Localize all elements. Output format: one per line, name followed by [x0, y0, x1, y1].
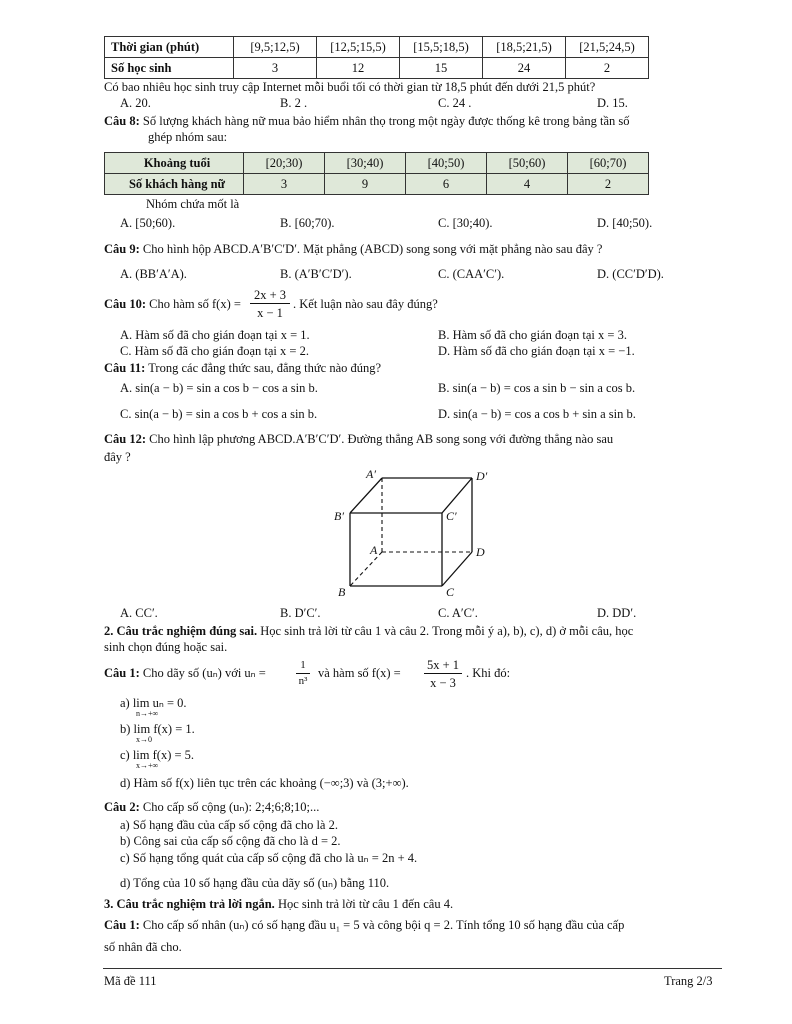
table-cell: [9,5;12,5)	[234, 37, 317, 58]
footer-page-number: Trang 2/3	[664, 974, 713, 988]
label-d1: D′	[476, 469, 488, 483]
q7-option-d: D. 15.	[597, 96, 628, 110]
q8-text: Số lượng khách hàng nữ mua bảo hiểm nhân thọ trong một ngày được thống kê trong bảng tần số	[142, 114, 630, 128]
q12-option-b: B. D′C′.	[280, 606, 321, 620]
q9-label: Câu 9:	[104, 242, 140, 256]
table-row	[105, 37, 649, 58]
time-frequency-table	[104, 36, 649, 79]
un-numerator: 1	[296, 658, 310, 674]
table-cell: 4	[487, 174, 568, 195]
q12-option-a: A. CC′.	[120, 606, 158, 620]
q7-option-c: C. 24 .	[438, 96, 472, 110]
q8-option-a: A. [50;60).	[120, 216, 176, 230]
q9-option-b: B. (A′B′C′D′).	[280, 267, 352, 281]
p2c1-line	[104, 666, 266, 681]
table-cell: 6	[406, 174, 487, 195]
p2c2-text: Cho cấp số cộng (uₙ): 2;4;6;8;10;...	[142, 800, 320, 814]
edge-ab-hidden	[350, 552, 382, 586]
p2c2-label: Câu 2:	[104, 800, 140, 814]
label-b1: B′	[334, 509, 344, 523]
part3-heading: 3. Câu trắc nghiệm trả lời ngắn.	[104, 897, 275, 911]
p2c1-label: Câu 1:	[104, 666, 140, 680]
footer-divider	[103, 968, 722, 969]
f-denominator: x − 3	[430, 676, 456, 690]
label-b: B	[338, 585, 346, 599]
age-frequency-table	[104, 152, 649, 195]
part2-heading: 2. Câu trắc nghiệm đúng sai.	[104, 624, 258, 638]
q11-option-c: C. sin(a − b) = sin a cos b + cos a sin b.	[120, 407, 318, 421]
part2-instructions: Học sinh trả lời từ câu 1 và câu 2. Trong mỗi ý a), b), c), d) ở mỗi câu, học	[260, 624, 634, 638]
q8-line1	[104, 114, 630, 129]
q9-text: Cho hình hộp ABCD.A′B′C′D′. Mặt phẳng (ABCD) song song với mặt phẳng nào sau đây ?	[142, 242, 603, 256]
q12-label: Câu 12:	[104, 432, 147, 446]
p2c2-item-d: d) Tổng của 10 số hạng đầu của dãy số (uₙ) bằng 110.	[120, 876, 390, 890]
q10-option-b: B. Hàm số đã cho gián đoạn tại x = 3.	[438, 328, 627, 342]
q8-sub: Nhóm chứa mốt là	[146, 197, 240, 211]
part2-line1	[104, 624, 633, 639]
q10-text-pre: Cho hàm số f(x) =	[149, 297, 241, 311]
p2c1-text-pre: Cho dãy số (uₙ) với uₙ =	[142, 666, 266, 680]
p3c1-line1	[104, 918, 624, 933]
table-row	[105, 153, 649, 174]
table-cell: [15,5;18,5)	[400, 37, 483, 58]
q9-option-a: A. (BB′A′A).	[120, 267, 187, 281]
cube-diagram	[330, 468, 500, 600]
p2c1-item-a: a) lim uₙ = 0.	[120, 696, 187, 710]
q7-option-b: B. 2 .	[280, 96, 308, 110]
p2c1-item-d: d) Hàm số f(x) liên tục trên các khoảng (−∞;3) và (3;+∞).	[120, 776, 409, 790]
q8-line2: ghép nhóm sau:	[148, 130, 228, 144]
q11-line	[104, 361, 381, 376]
p3c1-line2: số nhân đã cho.	[104, 940, 182, 954]
p2c2-item-b: b) Công sai của cấp số cộng đã cho là d = 2.	[120, 834, 341, 848]
p2c1-item-b-sub: x→0	[136, 735, 152, 744]
p2c1-item-c: c) lim f(x) = 5.	[120, 748, 195, 762]
p3c1-text: Cho cấp số nhân (uₙ) có số hạng đầu u₁ = 5 và công bội q = 2. Tính tổng 10 số hạng đầu của cấp	[142, 918, 625, 932]
table-header-cell: Số học sinh	[105, 58, 234, 79]
p2c1-text-mid: và hàm số f(x) =	[318, 666, 401, 680]
footer-exam-code: Mã đề 111	[104, 974, 157, 988]
table-cell: [18,5;21,5)	[483, 37, 566, 58]
q8-option-c: C. [30;40).	[438, 216, 493, 230]
table-cell: [12,5;15,5)	[317, 37, 400, 58]
f-numerator: 5x + 1	[424, 658, 462, 674]
table-cell: [20;30)	[244, 153, 325, 174]
q9-option-d: D. (CC′D′D).	[597, 267, 664, 281]
table-cell: [40;50)	[406, 153, 487, 174]
p2c1-item-a-sub: n→+∞	[136, 709, 159, 718]
q8-option-b: B. [60;70).	[280, 216, 335, 230]
table-cell: [21,5;24,5)	[566, 37, 649, 58]
label-a1: A′	[366, 468, 376, 481]
q10-option-a: A. Hàm số đã cho gián đoạn tại x = 1.	[120, 328, 310, 342]
q10-option-d: D. Hàm số đã cho gián đoạn tại x = −1.	[438, 344, 635, 358]
q9-line	[104, 242, 602, 257]
edge-d1c1	[442, 478, 472, 513]
q11-option-a: A. sin(a − b) = sin a cos b − cos a sin b.	[120, 381, 318, 395]
table-cell: 24	[483, 58, 566, 79]
label-c1: C′	[446, 509, 457, 523]
q10-denominator: x − 1	[257, 306, 283, 320]
p3c1-label: Câu 1:	[104, 918, 140, 932]
q12-line2: đây ?	[104, 450, 131, 464]
table-row	[105, 58, 649, 79]
part3-line	[104, 897, 453, 912]
p2c1-item-b: b) lim f(x) = 1.	[120, 722, 195, 736]
p2c1-item-c-sub: x→+∞	[136, 761, 159, 770]
table-cell: 3	[234, 58, 317, 79]
q11-option-b: B. sin(a − b) = cos a sin b − sin a cos b.	[438, 381, 636, 395]
table-header-cell: Thời gian (phút)	[105, 37, 234, 58]
p2c2-item-c: c) Số hạng tổng quát của cấp số cộng đã cho là uₙ = 2n + 4.	[120, 851, 418, 865]
edge-a1b1	[350, 478, 382, 513]
q11-label: Câu 11:	[104, 361, 146, 375]
table-cell: [30;40)	[325, 153, 406, 174]
un-denominator: n³	[298, 675, 308, 687]
q11-text: Trong các đẳng thức sau, đẳng thức nào đúng?	[148, 361, 382, 375]
q9-option-c: C. (CAA′C′).	[438, 267, 505, 281]
table-cell: 3	[244, 174, 325, 195]
part3-instructions: Học sinh trả lời từ câu 1 đến câu 4.	[277, 897, 454, 911]
table-header-cell: Khoảng tuổi	[105, 153, 244, 174]
q7-option-a: A. 20.	[120, 96, 151, 110]
q8-option-d: D. [40;50).	[597, 216, 653, 230]
p2c2-item-a: a) Số hạng đầu của cấp số cộng đã cho là 2.	[120, 818, 338, 832]
q12-line1	[104, 432, 613, 447]
table-cell: 2	[566, 58, 649, 79]
p2c2-line	[104, 800, 319, 815]
q10-option-c: C. Hàm số đã cho gián đoạn tại x = 2.	[120, 344, 309, 358]
q10-numerator: 2x + 3	[250, 288, 290, 304]
label-c: C	[446, 585, 455, 599]
table-row	[105, 174, 649, 195]
q10-label: Câu 10:	[104, 297, 147, 311]
label-d: D	[476, 545, 485, 559]
table-cell: 12	[317, 58, 400, 79]
table-cell: [60;70)	[568, 153, 649, 174]
q10-text-post: . Kết luận nào sau đây đúng?	[293, 297, 438, 311]
q12-text: Cho hình lập phương ABCD.A′B′C′D′. Đường thẳng AB song song với đường thẳng nào sau	[149, 432, 614, 446]
q12-option-d: D. DD′.	[597, 606, 637, 620]
table-cell: 2	[568, 174, 649, 195]
part2-line2: sinh chọn đúng hoặc sai.	[104, 640, 228, 654]
table-cell: 15	[400, 58, 483, 79]
label-a: A	[370, 543, 378, 557]
table-header-cell: Số khách hàng nữ	[105, 174, 244, 195]
q10-line	[104, 297, 241, 312]
q12-option-c: C. A′C′.	[438, 606, 478, 620]
p2c1-text-post: . Khi đó:	[466, 666, 511, 680]
q7-question: Có bao nhiêu học sinh truy cập Internet mỗi buổi tối có thời gian từ 18,5 phút đến dưới 21,5 phút?	[104, 80, 596, 94]
table-cell: 9	[325, 174, 406, 195]
q8-label: Câu 8:	[104, 114, 140, 128]
table-cell: [50;60)	[487, 153, 568, 174]
q11-option-d: D. sin(a − b) = cos a cos b + sin a sin b.	[438, 407, 636, 421]
edge-cd	[442, 552, 472, 586]
